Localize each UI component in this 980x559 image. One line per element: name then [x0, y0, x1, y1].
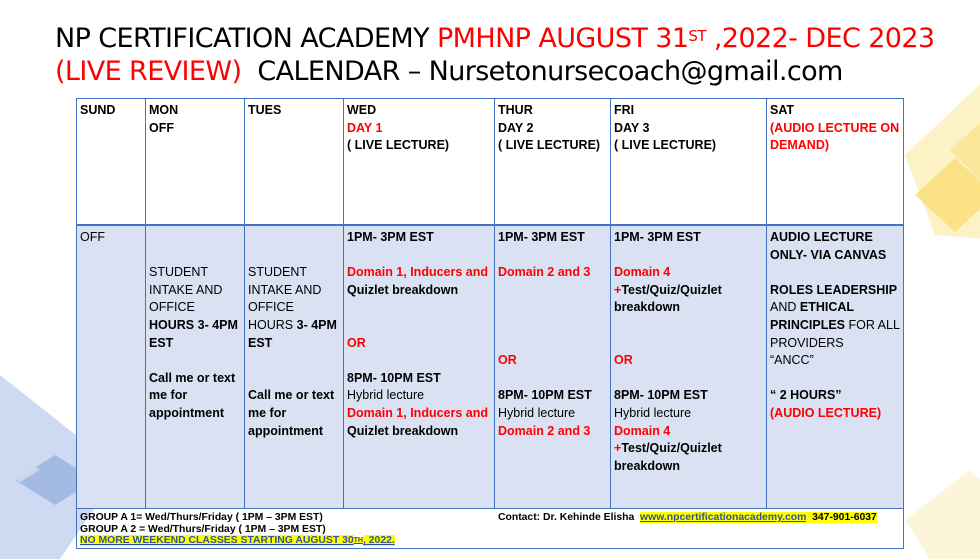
phone-number: 347-901-6037 — [806, 512, 877, 523]
notice-text: NO MORE WEEKEND CLASSES STARTING AUGUST 30TH, 2022. — [80, 535, 395, 547]
header-mon: MON OFF — [146, 99, 245, 226]
cell-sat: AUDIO LECTURE ONLY- VIA CANVAS ROLES LEADERSHIP AND ETHICAL PRINCIPLES FOR ALL PROVIDERS “ANCC” “ 2 HOURS” (AUDIO LECTURE) — [767, 225, 904, 509]
header-fri: FRI DAY 3 ( LIVE LECTURE) — [611, 99, 767, 226]
cell-tue: STUDENT INTAKE AND OFFICE HOURS 3- 4PM EST Call me or text me for appointment — [245, 225, 344, 509]
cell-fri: 1PM- 3PM EST Domain 4 +Test/Quiz/Quizlet breakdown OR 8PM- 10PM EST Hybrid lecture Domain 4 +Test/Quiz/Quizlet breakdown — [611, 225, 767, 509]
footer-row — [77, 509, 904, 549]
cell-mon: STUDENT INTAKE AND OFFICE HOURS 3- 4PM EST Call me or text me for appointment — [146, 225, 245, 509]
group-a2: GROUP A 2 = Wed/Thurs/Friday ( 1PM – 3PM EST) — [80, 523, 326, 535]
header-row — [77, 99, 904, 226]
calendar-table — [76, 98, 904, 549]
cell-thu: 1PM- 3PM EST Domain 2 and 3 OR 8PM- 10PM EST Hybrid lecture Domain 2 and 3 — [495, 225, 611, 509]
header-sat: SAT (AUDIO LECTURE ON DEMAND) — [767, 99, 904, 226]
cell-sun: OFF — [77, 225, 146, 509]
header-sun: SUND — [77, 99, 146, 226]
schedule-row — [77, 225, 904, 509]
group-a1: GROUP A 1= Wed/Thurs/Friday ( 1PM – 3PM EST) — [80, 512, 323, 523]
cell-wed: 1PM- 3PM EST Domain 1, Inducers and Quizlet breakdown OR 8PM- 10PM EST Hybrid lecture Domain 1, Inducers and Quizlet breakdown — [344, 225, 495, 509]
contact-info: Contact: Dr. Kehinde Elisha www.npcertificationacademy.com 347-901-6037 — [498, 512, 877, 523]
page-title: NP CERTIFICATION ACADEMY PMHNP AUGUST 31ST ,2022- DEC 2023 (LIVE REVIEW) CALENDAR – Nursetonursecoach@gmail.com — [55, 23, 935, 87]
website-link[interactable]: www.npcertificationacademy.com — [640, 512, 807, 523]
email-text: Nursetonursecoach@gmail.com — [428, 56, 843, 87]
footer-cell — [77, 509, 904, 549]
header-tue: TUES — [245, 99, 344, 226]
header-thu: THUR DAY 2 ( LIVE LECTURE) — [495, 99, 611, 226]
header-wed: WED DAY 1 ( LIVE LECTURE) — [344, 99, 495, 226]
